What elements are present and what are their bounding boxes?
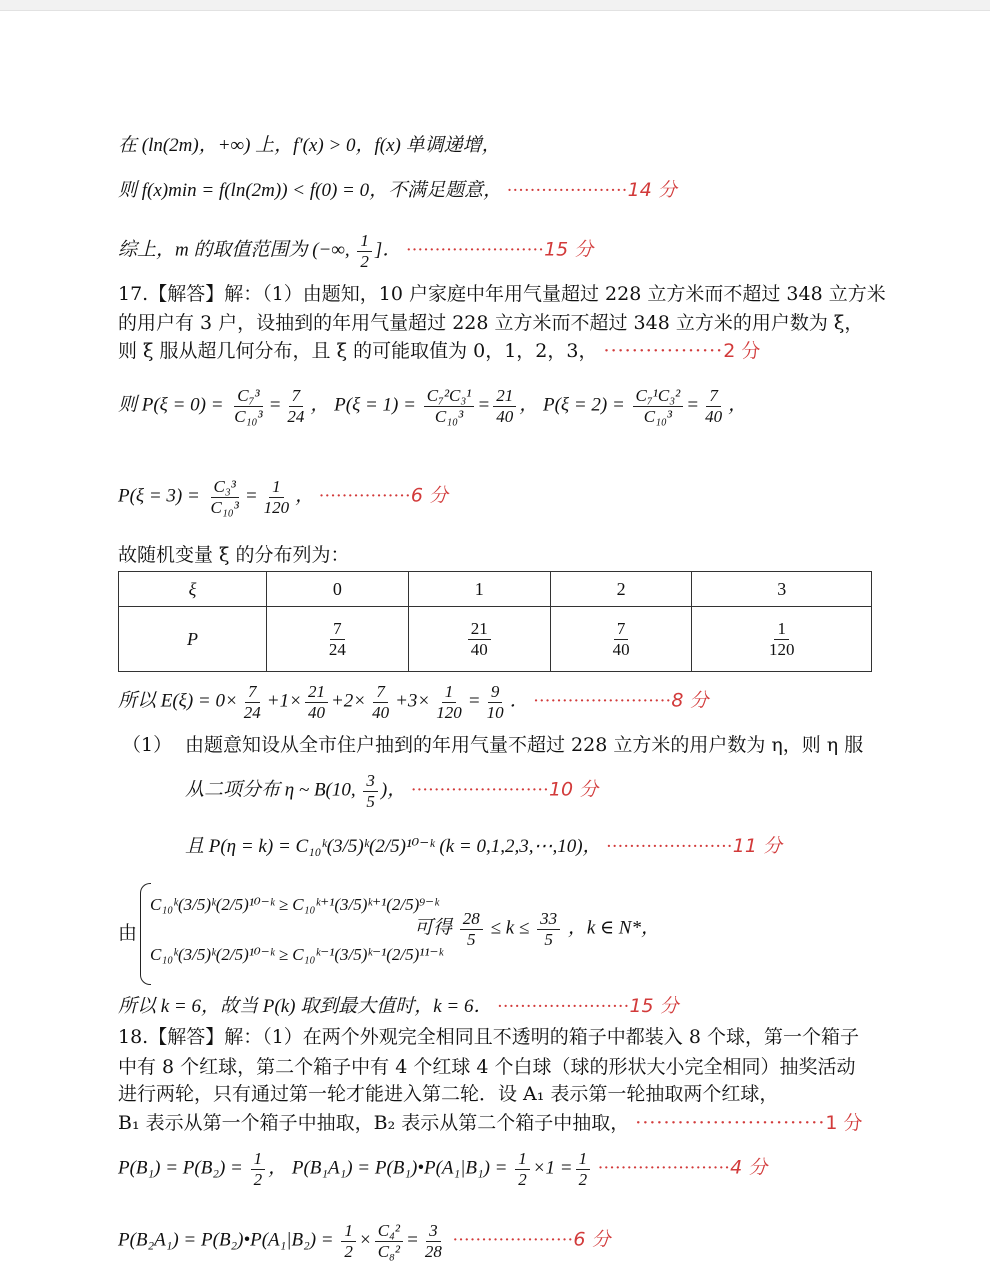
k-conclusion: 所以 k = 6，故当 P(k) 取到最大值时，k = 6． ·······················15 分 — [118, 995, 679, 1017]
table-cell: P — [119, 607, 267, 672]
part-number: （1） — [122, 734, 173, 756]
table-cell: 2 — [550, 572, 692, 607]
q17-title: 17.【解答】解：（1）由题知，10 户家庭中年用气量超过 228 立方米而不超过 348 立方米 — [118, 283, 886, 305]
table-cell: 1 — [408, 572, 550, 607]
table-row — [119, 607, 872, 672]
score-mark: 6 分 — [573, 1228, 611, 1251]
score-mark: 1 分 — [825, 1112, 863, 1134]
part2-line-3: 且 P(η = k) = C₁₀ᵏ(3/5)ᵏ(2/5)¹⁰⁻ᵏ (k = 0,1,2,3,⋯,10)， ······················11 分 — [185, 835, 783, 857]
table-cell: $\frac{7}{24}$ — [267, 607, 409, 672]
q18-line-4: B₁ 表示从第一个箱子中抽取，B₂ 表示从第二个箱子中抽取， ···························1 分 — [118, 1112, 863, 1134]
q18-line-3: 进行两轮，只有通过第一轮才能进入第二轮．设 A₁ 表示第一轮抽取两个红球， — [118, 1083, 779, 1105]
score-mark: 15 分 — [629, 995, 679, 1017]
q18-line-6: P(B₂A₁) = P(B₂)•P(A₁|B₂) = $\frac{1}{2}$ × $\frac{\text{C₄²}}{\text{C₈²}}$ = $\frac{3}{28}$ ·····················6 分 — [118, 1221, 611, 1261]
probability-row-1: 则 P(ξ = 0) = $\frac{\text{C₇³}}{\text{C₁₀³}}$ = $\frac{7}{24}$ ， P(ξ = 1) = $\frac{\text{C₇²C₃¹}}{\text{C₁₀³}}$ = $\frac{21}{40}$ ， P(ξ = 2) = $\frac{\text{C₇¹C₃²}}{\text{C₁₀³}}$ = $\frac{7}{40}$ ， — [118, 386, 748, 426]
score-mark: 4 分 — [730, 1156, 768, 1179]
probability-row-2: P(ξ = 3) = $\frac{\text{C₃³}}{\text{C₁₀³}}$ = $\frac{1}{120}$ ， ················6 分 — [118, 477, 449, 517]
text-line-monotonic: 在 (ln(2m)，+∞) 上，f′(x) > 0，f(x) 单调递增， — [118, 135, 501, 156]
q17-line-3: 则 ξ 服从超几何分布，且 ξ 的可能取值为 0，1，2，3， ·················2 分 — [118, 340, 761, 362]
score-mark: 6 分 — [410, 484, 449, 507]
score-mark: 10 分 — [548, 778, 599, 801]
expectation-line: 所以 E(ξ) = 0× $\frac{7}{24}$ +1× $\frac{21}{40}$ +2× $\frac{7}{40}$ +3× $\frac{1}{120}$ = $\frac{9}{10}$ ． ························8 分 — [118, 682, 709, 722]
q18-line-5: P(B₁) = P(B₂) = $\frac{1}{2}$ ， P(B₁A₁) = P(B₁)•P(A₁|B₁) = $\frac{1}{2}$ ×1 = $\frac{1}{2}$ ·······················4 分 — [118, 1149, 768, 1189]
part2-line-1: 由题意知设从全市住户抽到的年用气量不超过 228 立方米的用户数为 η，则 η 服 — [185, 734, 864, 756]
score-mark: 8 分 — [671, 689, 709, 712]
score-mark: 14 分 — [627, 179, 677, 201]
table-cell: $\frac{21}{40}$ — [408, 607, 550, 672]
viewer-top-bar — [0, 0, 990, 11]
table-cell: $\frac{1}{120}$ — [692, 607, 872, 672]
table-cell: 0 — [267, 572, 409, 607]
score-mark: 11 分 — [732, 835, 783, 857]
table-row — [119, 572, 872, 607]
q18-line-2: 中有 8 个红球，第二个箱子中有 4 个红球 4 个白球（球的形状大小完全相同）抽奖活动 — [118, 1056, 856, 1078]
distribution-table — [118, 571, 872, 672]
table-cell: 3 — [692, 572, 872, 607]
distribution-intro: 故随机变量 ξ 的分布列为： — [118, 544, 350, 566]
text-line-min-value: 则 f(x)min = f(ln(2m)) < f(0) = 0，不满足题意， ·····················14 分 — [118, 179, 677, 201]
table-cell: $\frac{7}{40}$ — [550, 607, 692, 672]
q17-line-2: 的用户有 3 户，设抽到的年用气量超过 228 立方米而不超过 348 立方米的用户数为 ξ， — [118, 312, 864, 334]
q18-title: 18.【解答】解：（1）在两个外观完全相同且不透明的箱子中都装入 8 个球，第一个箱子 — [118, 1026, 859, 1048]
score-mark: 2 分 — [723, 340, 761, 362]
table-cell: ξ — [119, 572, 267, 607]
text-line-range-conclusion: 综上，m 的取值范围为 (−∞, $\frac{1}{2}$ ]． ························15 分 — [118, 231, 594, 271]
part2-line-2: 从二项分布 η ~ B(10, $\frac{3}{5}$ )， ························10 分 — [185, 771, 599, 811]
score-mark: 15 分 — [544, 238, 594, 261]
